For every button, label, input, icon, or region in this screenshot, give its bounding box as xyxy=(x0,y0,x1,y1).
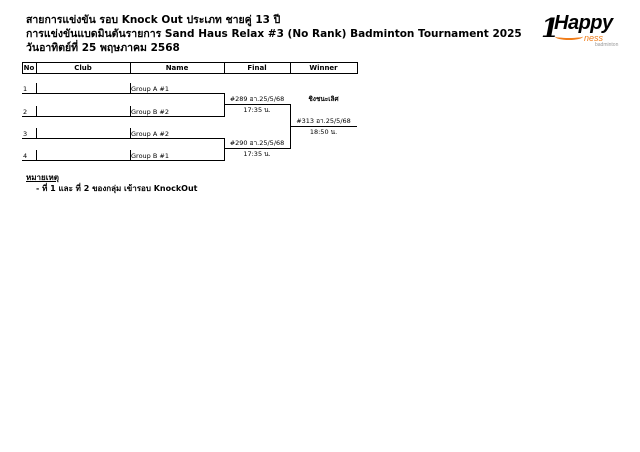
row-rule xyxy=(22,160,224,161)
header-no: No xyxy=(23,64,35,72)
row-divider xyxy=(36,83,37,94)
match-code: #289 อา.25/5/68 xyxy=(229,95,285,103)
row-name: Group B #2 xyxy=(131,108,169,116)
title-line-3: วันอาทิตย์ที่ 25 พฤษภาคม 2568 xyxy=(26,42,180,54)
final-match-time: 18:50 น. xyxy=(309,128,338,136)
row-name: Group B #1 xyxy=(131,152,169,160)
title-line-2: การแข่งขันแบดมินตันรายการ Sand Haus Relax #3 (No Rank) Badminton Tournament 2025 xyxy=(26,28,522,40)
bracket-line xyxy=(224,104,290,105)
notes-title: หมายเหตุ xyxy=(26,173,59,182)
logo-subtitle: badminton xyxy=(595,42,619,48)
row-no: 4 xyxy=(23,152,28,160)
header-winner: Winner xyxy=(309,64,338,72)
bracket-line xyxy=(290,126,357,127)
happyness-logo xyxy=(541,12,619,48)
logo-number: 1 xyxy=(541,14,560,44)
final-match-code: #313 อา.25/5/68 xyxy=(296,117,351,125)
title-line-1: สายการแข่งขัน รอบ Knock Out ประเภท ชายคู่ 13 ปี xyxy=(26,14,281,26)
row-no: 3 xyxy=(23,130,28,138)
logo-brand: Happy xyxy=(554,12,613,34)
row-no: 2 xyxy=(23,108,28,116)
logo-suffix: ness xyxy=(584,33,604,43)
match-time: 17:35 น. xyxy=(243,150,271,158)
match-time: 17:35 น. xyxy=(243,106,271,114)
row-divider xyxy=(36,150,37,161)
logo-swoosh-icon xyxy=(555,33,583,40)
row-divider xyxy=(36,106,37,117)
header-club: Club xyxy=(74,64,92,72)
row-name: Group A #1 xyxy=(131,85,169,93)
row-no: 1 xyxy=(23,85,28,93)
header-name: Name xyxy=(165,64,189,72)
notes-item: - ที่ 1 และ ที่ 2 ของกลุ่ม เข้ารอบ KnockOut xyxy=(36,184,198,193)
row-rule xyxy=(22,93,224,94)
row-rule xyxy=(22,138,224,139)
header-final: Final xyxy=(247,64,267,72)
row-rule xyxy=(22,116,224,117)
match-code: #290 อา.25/5/68 xyxy=(229,139,285,147)
bracket-line xyxy=(224,148,290,149)
table-border-right xyxy=(357,62,358,74)
row-divider xyxy=(36,128,37,139)
winner-label: ชิงชนะเลิศ xyxy=(308,95,339,103)
row-name: Group A #2 xyxy=(131,130,169,138)
table-header-rule xyxy=(22,73,358,74)
